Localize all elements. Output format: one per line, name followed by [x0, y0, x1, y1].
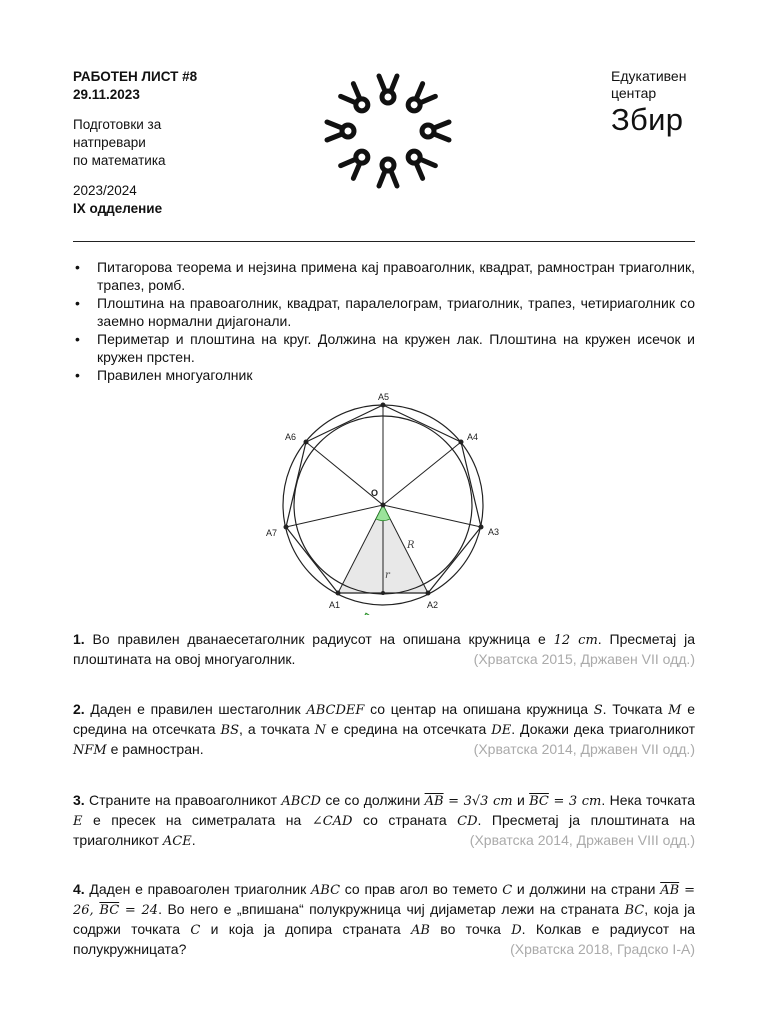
topic-item: • Периметар и плоштина на круг. Должина на кружен лак. Плоштина на кружен исечок и кружен прстен. [73, 330, 695, 366]
brand-line-1: Едукативен [611, 68, 687, 84]
problem-source: (Хрватска 2014, Државен VIII одд.) [469, 832, 695, 848]
vertex-label: A6 [285, 432, 297, 442]
sheet-date: 29.11.2023 [73, 87, 140, 102]
vertex-label: A5 [378, 392, 390, 402]
topic-item: • Питагорова теорема и нејзина примена кај правоаголник, квадрат, рамностран триаголник, трапез, ромб. [73, 258, 695, 294]
topic-item: • Правилен многуаголник [73, 366, 695, 384]
problem-source: (Хрватска 2018, Градско I-А) [510, 941, 695, 957]
center-label: O [371, 488, 379, 498]
topics-list [73, 258, 695, 384]
problem-source: (Хрватска 2015, Државен VII одд.) [473, 651, 695, 667]
brand-block [611, 68, 686, 137]
grade-label: IX одделение [73, 201, 163, 216]
vertex-label: A1 [329, 600, 341, 610]
problem-2: 2. Даден е правилен шестаголник ABCDEF со центар на опишана кружница S. Точката M е средина на отсечката BS, а точката N е средина на отсечката DE. Докажи дека триаголникот NFM е рамностран. (Хрватска 2014, Државен VII одд.) [73, 701, 695, 758]
subtitle-line-2: натпревари [73, 135, 146, 150]
vertex-label: A2 [427, 600, 439, 610]
problem-3: 3. Страните на правоаголникот ABCD се со должини $\overline{AB} = 3√3$ cm и $\overline{BC} = 3$ cm. Нека точката E е пресек на симетралата на ∠CAD со страната CD. Пресметај ја плоштината на триаголникот ACE. (Хрватска 2014, Државен VIII одд.) [73, 792, 696, 849]
header-divider [73, 241, 695, 242]
worksheet-header [73, 68, 197, 218]
zbir-logo-icon [308, 66, 468, 196]
school-year: 2023/2024 [73, 183, 137, 198]
topic-item: • Плоштина на правоаголник, квадрат, паралелограм, триаголник, трапез, четириаголник со заемно нормални дијагонали. [73, 294, 695, 330]
problem-1: 1. Во правилен дванаесетаголник радиусот на опишана кружница е 12 cm. Пресметај ја плоштината на овој многуаголник. (Хрватска 2015, Државен VII одд.) [73, 631, 695, 667]
sheet-title: РАБОТЕН ЛИСТ #8 [73, 69, 198, 84]
vertex-label: A4 [467, 432, 479, 442]
problem-4: 4. Даден е правоаголен триаголник ABC со прав агол во темето C и должини на страни $\overline{AB} = 26$, $\overline{BC} = 24$. Во него е „впишана“ полукружница чиј дијаметар лежи на страната BC, која ја содржи точката C и која ја допира страната AB во точка D. Колкав е радиусот на полукружницата? (Хрватска 2018, Градско I-А) [73, 881, 696, 957]
base-angle-arc [355, 613, 378, 615]
problem-source: (Хрватска 2014, Државен VII одд.) [473, 741, 695, 757]
vertex-label: A7 [266, 528, 278, 538]
subtitle-line-1: Подготовки за [73, 117, 162, 132]
brand-line-2: центар [611, 85, 657, 101]
subtitle-line-3: по математика [73, 153, 166, 168]
apothem-label: r [385, 570, 390, 581]
radius-label: R [407, 540, 415, 551]
vertex-label: A3 [488, 527, 500, 537]
polygon-figure [255, 390, 510, 615]
brand-name: Збир [611, 102, 684, 137]
